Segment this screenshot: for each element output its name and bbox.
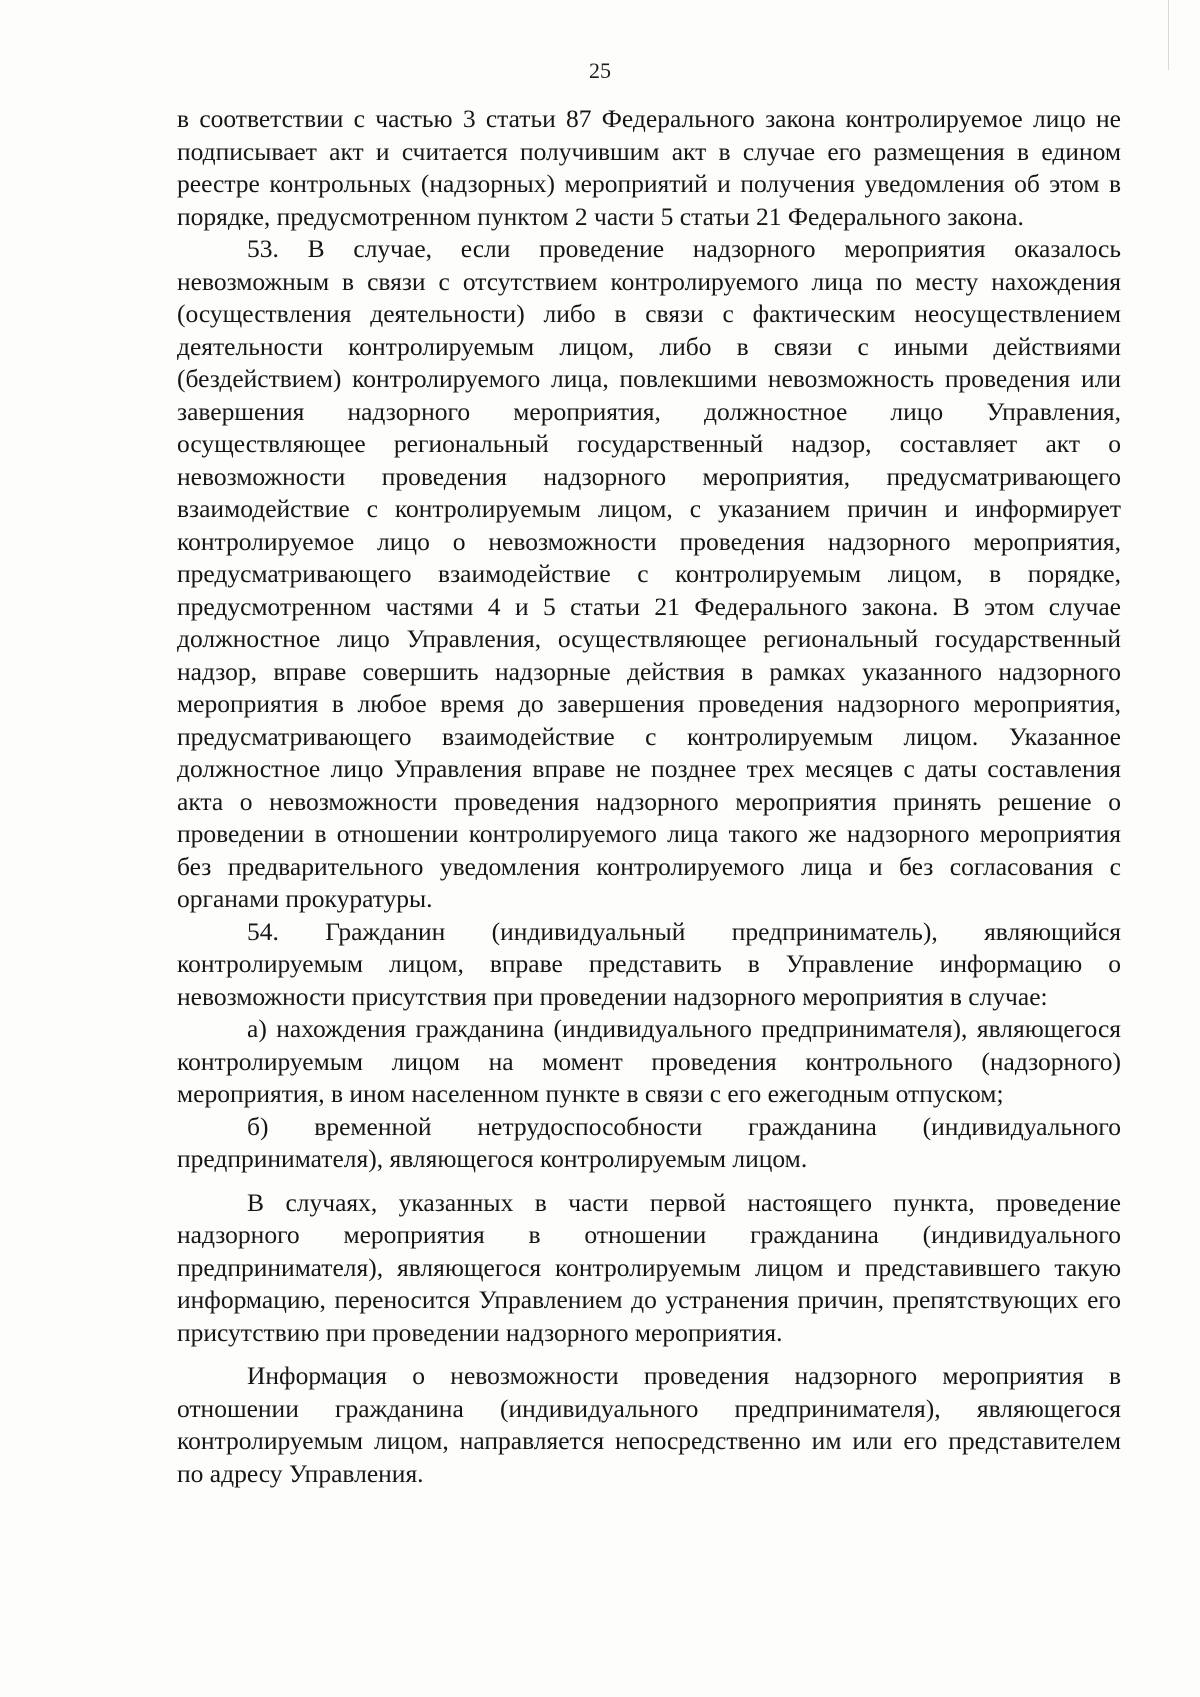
paragraph-53: 53. В случае, если проведение надзорного мероприятия оказалось невозможным в связи с отсутствием контролируемого лица по месту нахождения (осуществления деятельности) либо в связи с фактическим неосуществлением деятельности контролируемым лицом, либо в связи с иными действиями (бездействием) контролируемого лица, повлекшими невозможность проведения или завершения надзорного мероприятия, должностное лицо Управления, осуществляющее региональный государственный надзор, составляет акт о невозможности проведения надзорного мероприятия, предусматривающего взаимодействие с контролируемым лицом, с указанием причин и информирует контролируемое лицо о невозможности проведения надзорного мероприятия, предусматривающего взаимодействие с контролируемым лицом, в порядке, предусмотренном частями 4 и 5 статьи 21 Федерального закона. В этом случае должностное лицо Управления, осуществляющее региональный государственный надзор, вправе совершить надзорные действия в рамках указанного надзорного мероприятия в любое время до завершения проведения надзорного мероприятия, предусматривающего взаимодействие с контролируемым лицом. Указанное должностное лицо Управления вправе не позднее трех месяцев с даты составления акта о невозможности проведения надзорного мероприятия принять решение о проведении в отношении контролируемого лица такого же надзорного мероприятия без предварительного уведомления контролируемого лица и без согласования с органами прокуратуры. [177, 234, 1121, 913]
paragraph-continuation: в соответствии с частью 3 статьи 87 Федерального закона контролируемое лицо не подписывает акт и считается получившим акт в случае его размещения в едином реестре контрольных (надзорных) мероприятий и получения уведомления об этом в порядке, предусмотренном пунктом 2 части 5 статьи 21 Федерального закона. [177, 104, 1121, 231]
page-number: 25 [589, 58, 611, 83]
document-body [177, 103, 1121, 1490]
paragraph-54: 54. Гражданин (индивидуальный предприниматель), являющийся контролируемым лицом, вправе представить в Управление информацию о невозможности присутствия при проведении надзорного мероприятия в случае: [177, 916, 1121, 1011]
paragraph-54-postponement: В случаях, указанных в части первой настоящего пункта, проведение надзорного мероприятия в отношении гражданина (индивидуального предпринимателя), являющегося контролируемым лицом и представившего такую информацию, переносится Управлением до устранения причин, препятствующих его присутствию при проведении надзорного мероприятия. [177, 1187, 1121, 1347]
paragraph-54-item-b: б) временной нетрудоспособности гражданина (индивидуального предпринимателя), являющегося контролируемым лицом. [177, 1111, 1121, 1173]
paragraph-54-information: Информация о невозможности проведения надзорного мероприятия в отношении гражданина (индивидуального предпринимателя), являющегося контролируемым лицом, направляется непосредственно им или его представителем по адресу Управления. [177, 1361, 1121, 1488]
paragraph-54-item-a: а) нахождения гражданина (индивидуального предпринимателя), являющегося контролируемым лицом на момент проведения контрольного (надзорного) мероприятия, в ином населенном пункте в связи с его ежегодным отпуском; [177, 1014, 1121, 1108]
